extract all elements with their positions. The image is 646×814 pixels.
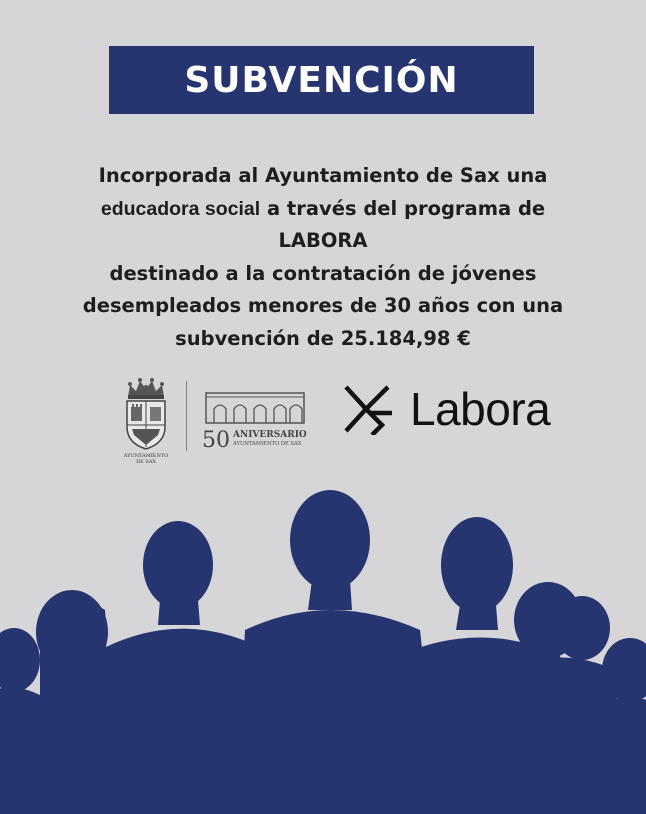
sax-coat-of-arms-logo bbox=[118, 375, 174, 465]
announcement-line-1: Incorporada al Ayuntamiento de Sax una bbox=[98, 164, 548, 187]
poster-title: SUBVENCIÓN bbox=[184, 59, 459, 101]
highlight-educadora-social: educadora social bbox=[100, 197, 261, 220]
crowd-silhouette-illustration bbox=[0, 480, 646, 814]
announcement-line-5: subvención de 25.184,98 € bbox=[175, 326, 471, 350]
announcement-line-2 bbox=[60, 193, 586, 258]
anniversary-word: ANIVERSARIO bbox=[233, 430, 307, 440]
sax-caption-2: DE SAX bbox=[136, 459, 156, 465]
logo-divider bbox=[186, 381, 187, 451]
sax-caption-1: AYUNTAMIENTO bbox=[123, 453, 169, 459]
anniversary-logo bbox=[200, 387, 310, 453]
title-banner bbox=[109, 46, 534, 114]
announcement-line-4: desempleados menores de 30 años con una bbox=[82, 294, 564, 317]
announcement-line-2-rest: a través del programa de LABORA bbox=[260, 196, 546, 252]
logos-row bbox=[0, 365, 646, 475]
labora-wordmark: Labora bbox=[410, 383, 551, 435]
anniversary-number: 50 bbox=[202, 428, 230, 453]
announcement-line-3: destinado a la contratación de jóvenes bbox=[109, 261, 537, 285]
anniversary-sub: AYUNTAMIENTO DE SAX bbox=[233, 441, 302, 447]
labora-symbol-icon bbox=[342, 383, 394, 435]
announcement-text bbox=[60, 160, 586, 355]
